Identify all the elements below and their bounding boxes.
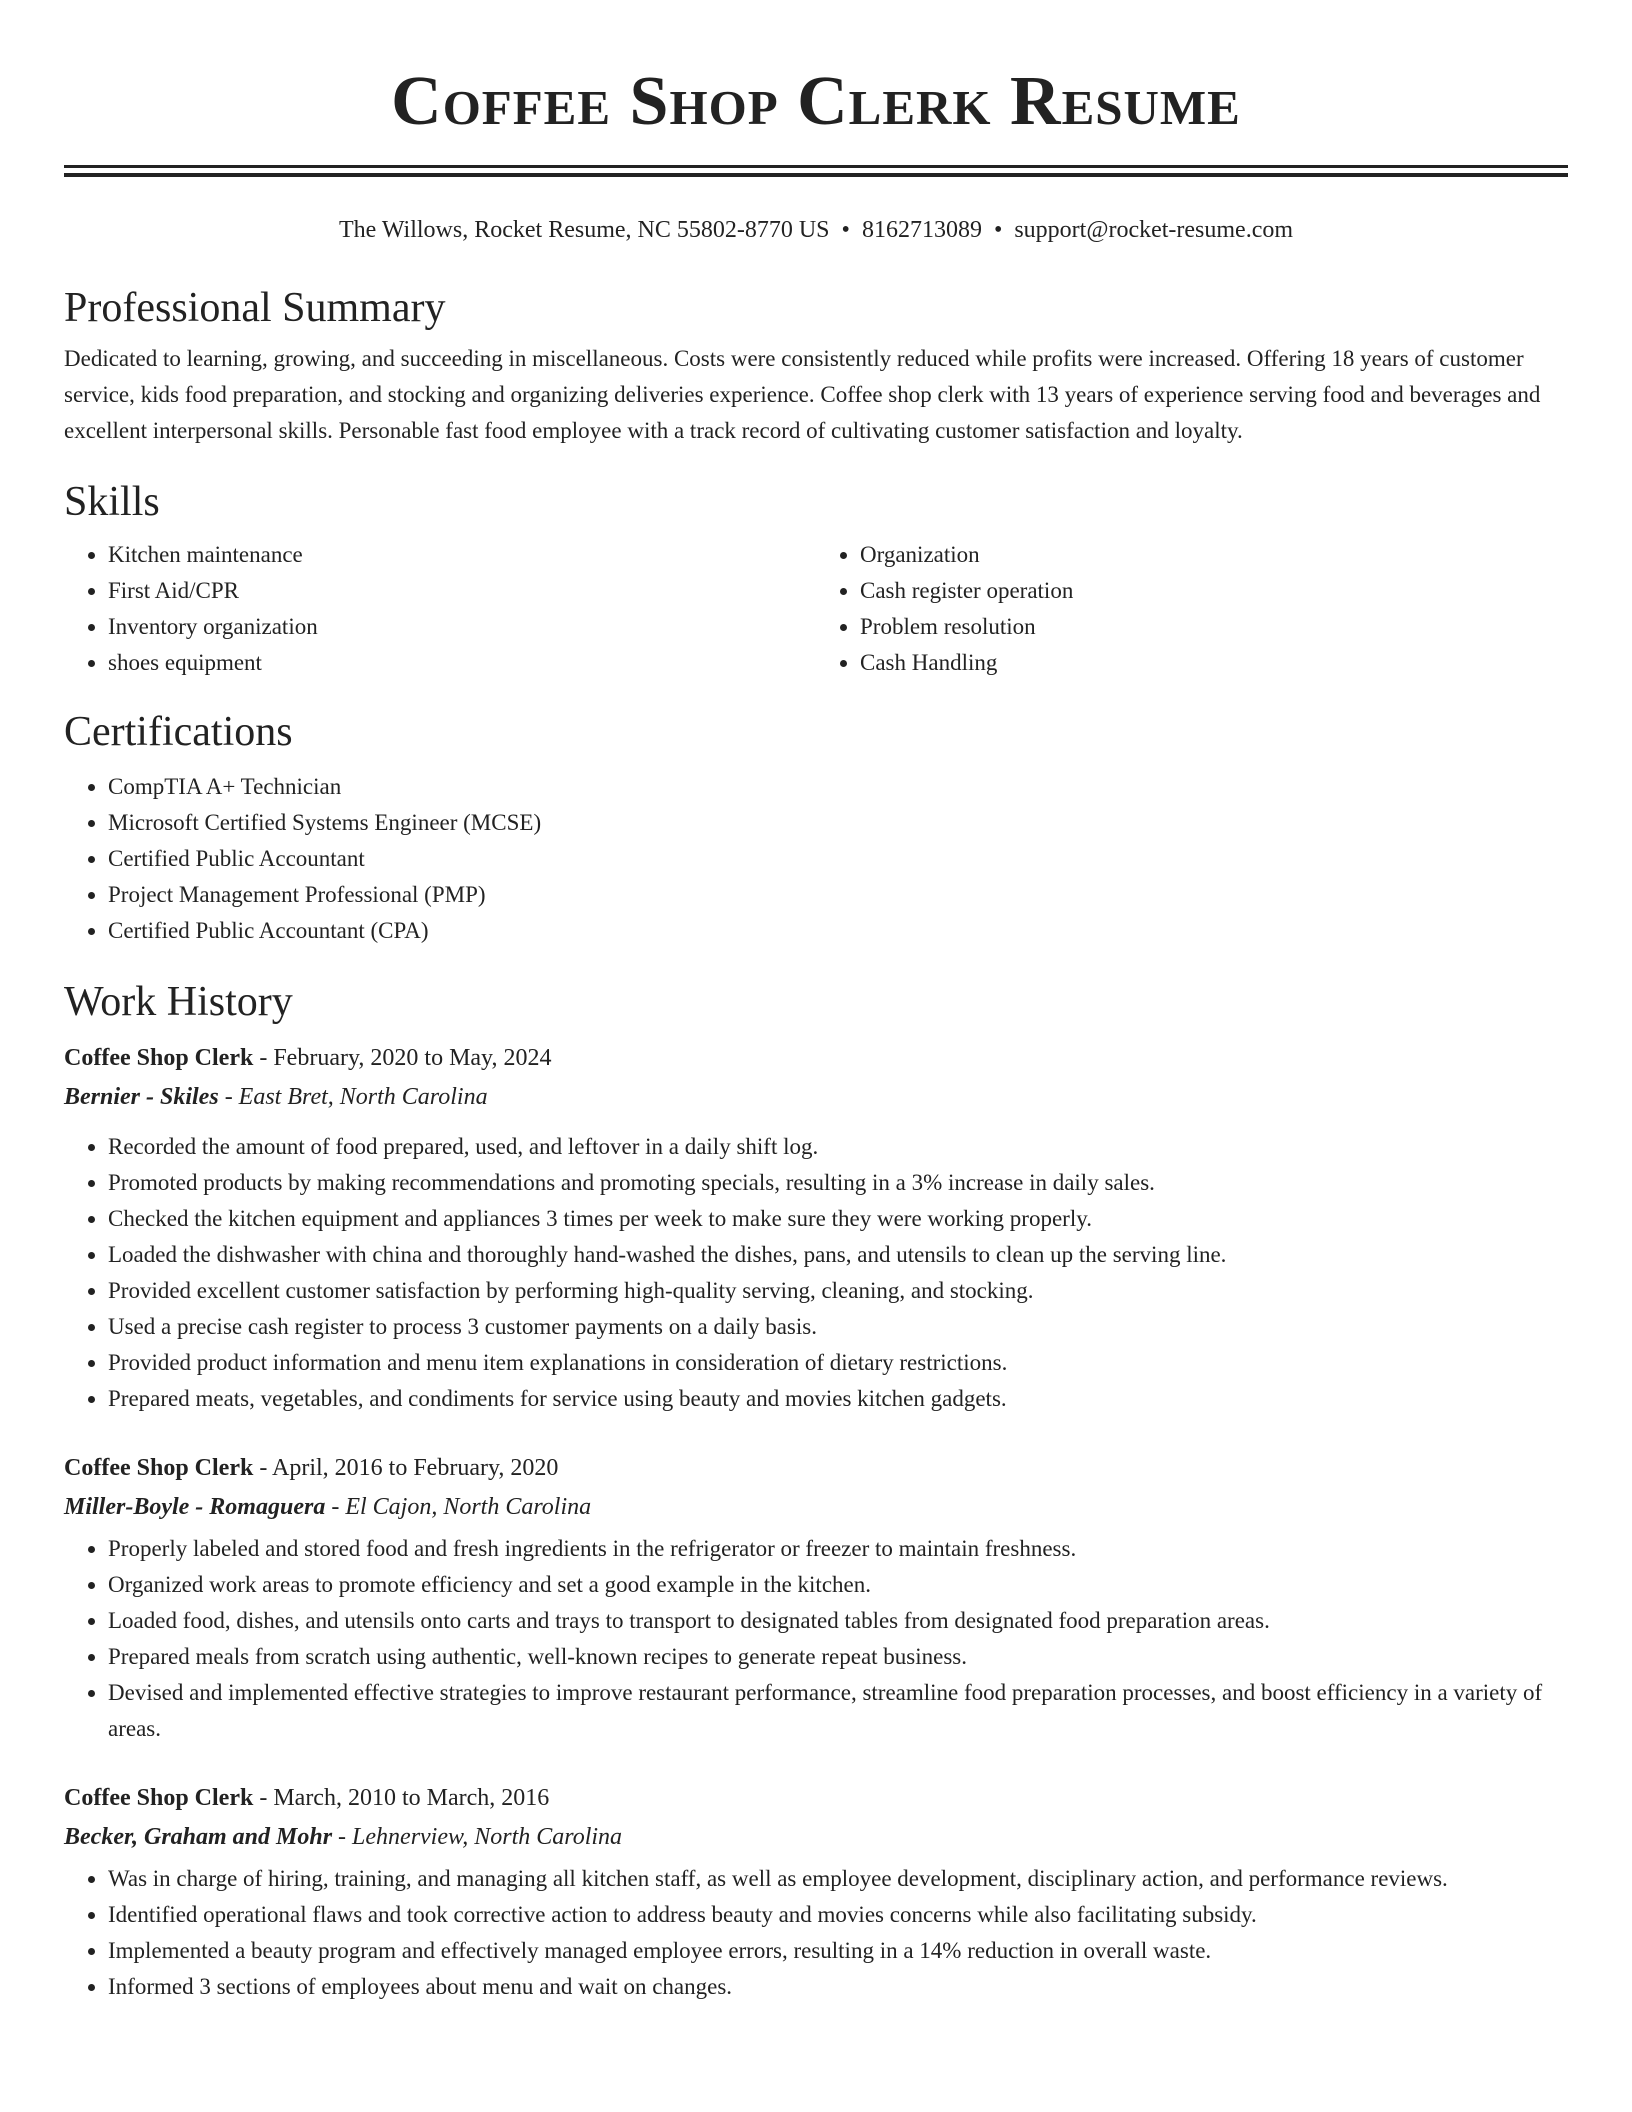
certification-item: • Certified Public Accountant (CPA) <box>108 913 1568 949</box>
job-duties <box>64 1861 1568 2005</box>
job-company-line <box>64 1077 1568 1117</box>
job-header <box>64 1449 1568 1487</box>
skills-heading: Skills <box>64 479 160 525</box>
job-duty: • Properly labeled and stored food and fresh ingredients in the refrigerator or freezer to maintain freshness. <box>108 1531 1568 1567</box>
skills-column-right <box>816 537 1568 681</box>
summary-text: Dedicated to learning, growing, and succeeding in miscellaneous. Costs were consistently reduced while profits were increased. Offering 18 years of customer service, kids food preparation, and stocking and organizing deliveries experience. Coffee shop clerk with 13 years of experience serving food and beverages and excellent interpersonal skills. Personable fast food employee with a track record of cultivating customer satisfaction and loyalty. <box>64 346 1541 443</box>
skill-item: • Inventory organization <box>108 609 816 645</box>
skill-item: • Kitchen maintenance <box>108 537 816 573</box>
job-duty: • Promoted products by making recommendations and promoting specials, resulting in a 3% increase in daily sales. <box>108 1165 1568 1201</box>
job-duty: • Provided product information and menu item explanations in consideration of dietary restrictions. <box>108 1345 1568 1381</box>
page-title: Coffee Shop Clerk Resume <box>391 63 1241 140</box>
job-dates: - April, 2016 to February, 2020 <box>253 1455 559 1481</box>
certification-item: • CompTIA A+ Technician <box>108 769 1568 805</box>
certification-item: • Project Management Professional (PMP) <box>108 877 1568 913</box>
skill-item: • Problem resolution <box>860 609 1568 645</box>
skill-item: • shoes equipment <box>108 645 816 681</box>
job-location: - Lehnerview, North Carolina <box>332 1824 623 1850</box>
job-duty: • Identified operational flaws and took corrective action to address beauty and movies concerns while also facilitating subsidy. <box>108 1897 1568 1933</box>
job-location: - East Bret, North Carolina <box>218 1084 488 1110</box>
job-company: Bernier - Skiles <box>64 1084 219 1110</box>
job-title: Coffee Shop Clerk <box>64 1045 254 1071</box>
job-company-line <box>64 1487 1568 1527</box>
job-duty: • Checked the kitchen equipment and appliances 3 times per week to make sure they were working properly. <box>108 1201 1568 1237</box>
skill-item: • First Aid/CPR <box>108 573 816 609</box>
skill-item: • Cash register operation <box>860 573 1568 609</box>
certification-item: • Certified Public Accountant <box>108 841 1568 877</box>
job-title: Coffee Shop Clerk <box>64 1785 254 1811</box>
certifications-heading: Certifications <box>64 709 293 755</box>
job-duty: • Was in charge of hiring, training, and managing all kitchen staff, as well as employee development, disciplinary action, and performance reviews. <box>108 1861 1568 1897</box>
contact-email: support@rocket-resume.com <box>1014 217 1294 243</box>
job-duty: • Organized work areas to promote efficiency and set a good example in the kitchen. <box>108 1567 1568 1603</box>
work-history-heading: Work History <box>64 979 293 1025</box>
job-dates: - February, 2020 to May, 2024 <box>253 1045 552 1071</box>
job-duty: • Informed 3 sections of employees about menu and wait on changes. <box>108 1969 1568 2005</box>
contact-address: The Willows, Rocket Resume, NC 55802-8770 US <box>338 217 830 243</box>
job-company: Becker, Graham and Mohr <box>64 1824 333 1850</box>
contact-phone: 8162713089 <box>861 217 982 243</box>
certifications-list <box>64 769 1568 949</box>
job-duty: • Implemented a beauty program and effectively managed employee errors, resulting in a 14% reduction in overall waste. <box>108 1933 1568 1969</box>
job-duty: • Prepared meats, vegetables, and condiments for service using beauty and movies kitchen gadgets. <box>108 1381 1568 1417</box>
job-duty: • Recorded the amount of food prepared, used, and leftover in a daily shift log. <box>108 1129 1568 1165</box>
job-header <box>64 1039 1568 1077</box>
job-duty: • Loaded food, dishes, and utensils onto carts and trays to transport to designated tables from designated food preparation areas. <box>108 1603 1568 1639</box>
job-company: Miller-Boyle - Romaguera <box>64 1494 326 1520</box>
contact-separator: • <box>841 217 850 243</box>
job-entry <box>64 1449 1568 1747</box>
job-header <box>64 1779 1568 1817</box>
job-duties <box>64 1129 1568 1417</box>
skills-column-left <box>64 537 816 681</box>
job-company-line <box>64 1817 1568 1857</box>
job-entry <box>64 1779 1568 2005</box>
job-duty: • Prepared meals from scratch using authentic, well-known recipes to generate repeat business. <box>108 1639 1568 1675</box>
summary-heading: Professional Summary <box>64 285 446 331</box>
job-duty: • Used a precise cash register to process 3 customer payments on a daily basis. <box>108 1309 1568 1345</box>
contact-separator: • <box>993 217 1003 243</box>
title-divider-top <box>64 165 1568 168</box>
skill-item: • Organization <box>860 537 1568 573</box>
job-duty: • Loaded the dishwasher with china and thoroughly hand-washed the dishes, pans, and utensils to clean up the serving line. <box>108 1237 1568 1273</box>
skill-item: • Cash Handling <box>860 645 1568 681</box>
job-location: - El Cajon, North Carolina <box>325 1494 592 1520</box>
title-divider-bottom <box>64 173 1568 177</box>
job-duties <box>64 1531 1568 1747</box>
job-duty: • Devised and implemented effective strategies to improve restaurant performance, streamline food preparation processes, and boost efficiency in a variety of areas. <box>108 1675 1568 1747</box>
job-entry <box>64 1039 1568 1417</box>
job-dates: - March, 2010 to March, 2016 <box>253 1785 550 1811</box>
certification-item: • Microsoft Certified Systems Engineer (MCSE) <box>108 805 1568 841</box>
job-duty: • Provided excellent customer satisfaction by performing high-quality serving, cleaning, and stocking. <box>108 1273 1568 1309</box>
job-title: Coffee Shop Clerk <box>64 1455 254 1481</box>
skills-list <box>64 537 1568 681</box>
contact-line <box>64 215 1568 245</box>
